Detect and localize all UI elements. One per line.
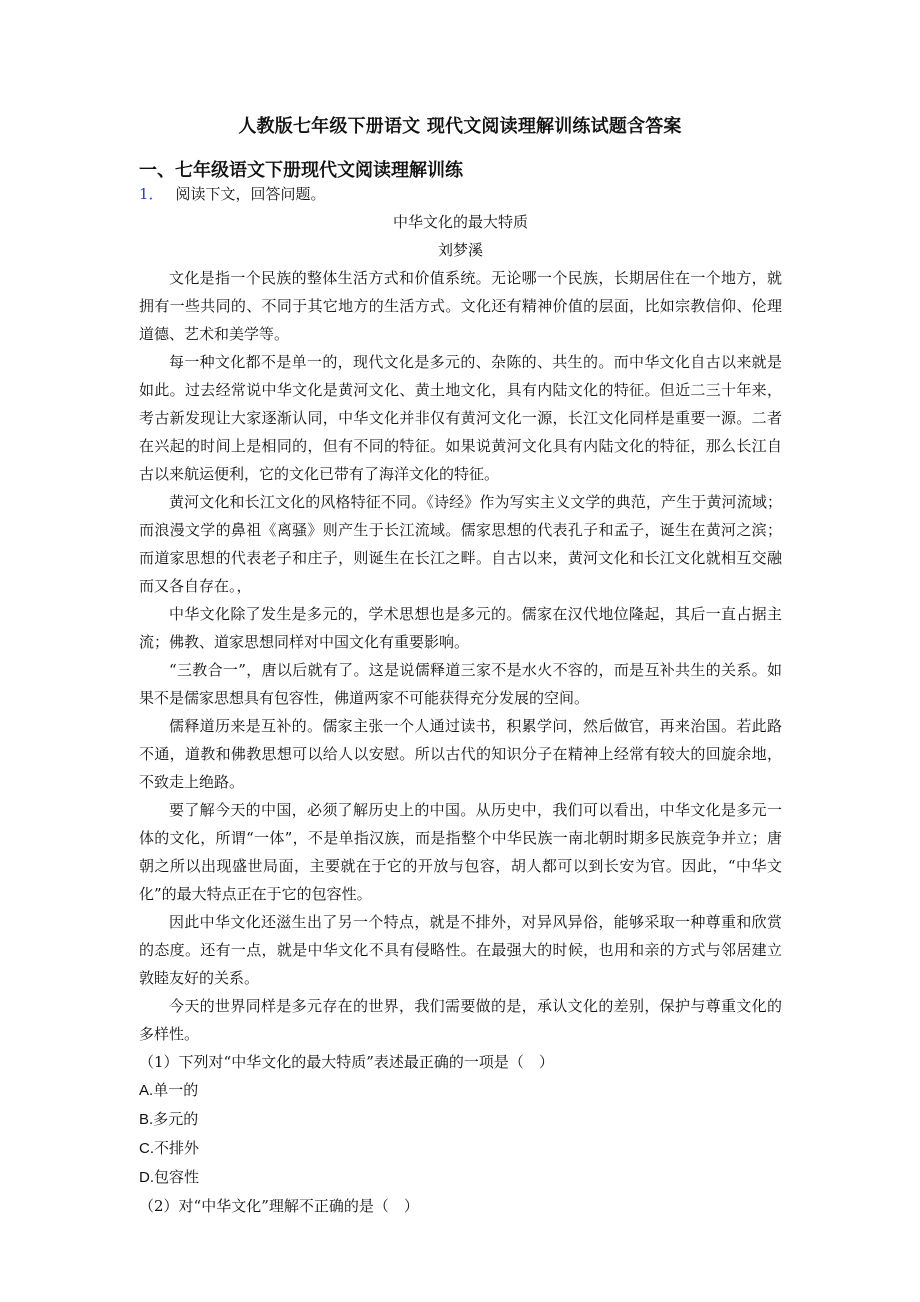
passage-paragraph: 黄河文化和长江文化的风格特征不同。《诗经》作为写实主义文学的典范，产生于黄河流域；而浪漫文学的鼻祖《离骚》则产生于长江流域。儒家思想的代表孔子和孟子，诞生在黄河之滨；而道家思想的代表老子和庄子，则诞生在长江之畔。自古以来，黄河文化和长江文化就相互交融而又各自存在。， — [139, 493, 782, 595]
passage-paragraph: 每一种文化都不是单一的，现代文化是多元的、杂陈的、共生的。而中华文化自古以来就是如此。过去经常说中华文化是黄河文化、黄土地文化，具有内陆文化的特征。但近二三十年来，考古新发现让大家逐渐认同，中华文化并非仅有黄河文化一源，长江文化同样是重要一源。二者在兴起的时间上是相同的，但有不同的特征。如果说黄河文化具有内陆文化的特征，那么长江自古以来航运便利，它的文化已带有了海洋文化的特征。 — [139, 353, 782, 483]
question-instruction-line — [139, 180, 782, 208]
option-letter: B. — [139, 1111, 154, 1128]
option-text: 不排外 — [154, 1139, 200, 1157]
passage-paragraph: 文化是指一个民族的整体生活方式和价值系统。无论哪一个民族，长期居住在一个地方，就拥有一些共同的、不同于其它地方的生活方式。文化还有精神价值的层面，比如宗教信仰、伦理道德、艺术和美学等。 — [139, 269, 782, 343]
section-heading: 一、七年级语文下册现代文阅读理解训练 — [139, 160, 463, 181]
option-a — [139, 1076, 782, 1105]
option-d — [139, 1163, 782, 1192]
option-letter: C. — [139, 1140, 154, 1157]
option-text: 包容性 — [154, 1168, 200, 1186]
document-title: 人教版七年级下册语文 现代文阅读理解训练试题含答案 — [238, 116, 682, 137]
sub-question-2: （2）对“中华文化”理解不正确的是（ ） — [139, 1197, 419, 1215]
option-b — [139, 1105, 782, 1134]
option-letter: D. — [139, 1169, 154, 1186]
passage-paragraph: 儒释道历来是互补的。儒家主张一个人通过读书，积累学问，然后做官，再来治国。若此路不通，道教和佛教思想可以给人以安慰。所以古代的知识分子在精神上经常有较大的回旋余地，不致走上绝路。 — [139, 717, 782, 791]
question-number: 1． — [139, 185, 164, 203]
option-letter: A. — [139, 1082, 154, 1099]
question-instruction: 阅读下文，回答问题。 — [175, 185, 326, 203]
passage-author: 刘梦溪 — [437, 241, 483, 259]
option-c — [139, 1134, 782, 1163]
passage-paragraph: 中华文化除了发生是多元的，学术思想也是多元的。儒家在汉代地位隆起，其后一直占据主流；佛教、道家思想同样对中国文化有重要影响。 — [139, 605, 782, 651]
passage-paragraph: “三教合一”，唐以后就有了。这是说儒释道三家不是水火不容的，而是互补共生的关系。如果不是儒家思想具有包容性，佛道两家不可能获得充分发展的空间。 — [139, 661, 782, 707]
sub-question-1: （1）下列对“中华文化的最大特质”表述最正确的一项是（ ） — [139, 1053, 554, 1071]
option-text: 单一的 — [153, 1081, 199, 1099]
passage-paragraph: 因此中华文化还滋生出了另一个特点，就是不排外，对异风异俗，能够采取一种尊重和欣赏的态度。还有一点，就是中华文化不具有侵略性。在最强大的时候，也用和亲的方式与邻居建立敦睦友好的关系。 — [139, 913, 782, 987]
option-text: 多元的 — [153, 1110, 199, 1128]
passage-paragraph: 今天的世界同样是多元存在的世界，我们需要做的是，承认文化的差别，保护与尊重文化的多样性。 — [139, 997, 782, 1043]
passage-paragraph: 要了解今天的中国，必须了解历史上的中国。从历史中，我们可以看出，中华文化是多元一体的文化，所谓“一体”，不是单指汉族，而是指整个中华民族一南北朝时期多民族竞争并立；唐朝之所以出现盛世局面，主要就在于它的开放与包容，胡人都可以到长安为官。因此，“中华文化”的最大特点正在于它的包容性。 — [139, 801, 782, 903]
passage-title: 中华文化的最大特质 — [392, 213, 528, 231]
question-block — [139, 180, 782, 1220]
